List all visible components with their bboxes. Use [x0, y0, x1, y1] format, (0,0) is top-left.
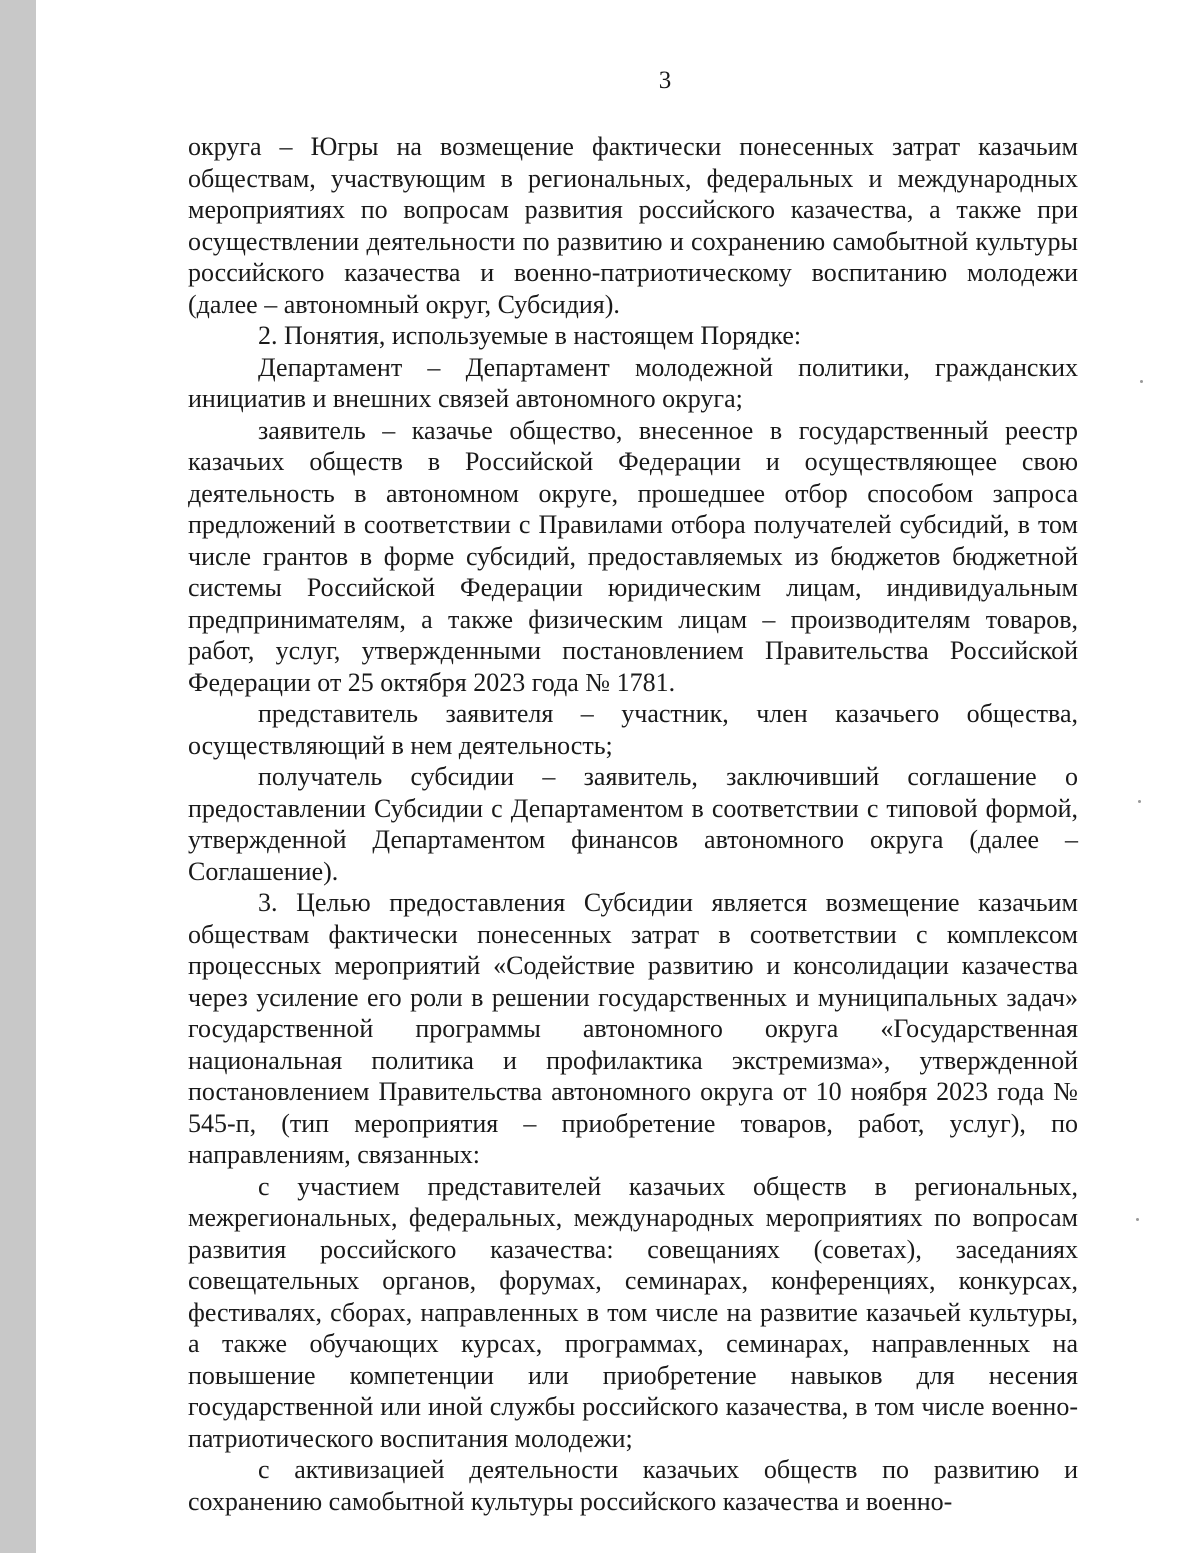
scan-speck [1138, 800, 1141, 803]
paragraph-2: 2. Понятия, используемые в настоящем Порядке: [258, 321, 802, 350]
paragraph-1: округа – Югры на возмещение фактически понесенных затрат казачьим обществам, участвующим в региональных, федеральных и международных мероприятиях по вопросам развития российского казачества, а также при осуществлении деятельности по развитию и сохранению самобытной культуры российского казачества и военно-патриотическому воспитанию молодежи (далее – автономный округ, Субсидия). [188, 132, 1078, 319]
paragraph-3: Департамент – Департамент молодежной политики, гражданских инициатив и внешних связей автономного округа; [188, 352, 1078, 413]
paragraph-5: представитель заявителя – участник, член казачьего общества, осуществляющий в нем деятельность; [188, 699, 1078, 760]
paragraph-6: получатель субсидии – заявитель, заключивший соглашение о предоставлении Субсидии с Департаментом в соответствии с типовой формой, утвержденной Департаментом финансов автономного округа (далее – Соглашение). [188, 762, 1078, 886]
document-body [188, 131, 1078, 1517]
paragraph-9: с активизацией деятельности казачьих обществ по развитию и сохранению самобытной культуры российского казачества и военно- [188, 1455, 1078, 1516]
scan-speck [1136, 1218, 1139, 1221]
scan-speck [1140, 380, 1143, 383]
paragraph-4: заявитель – казачье общество, внесенное в государственный реестр казачьих обществ в Российской Федерации и осуществляющее свою деятельность в автономном округе, прошедшее отбор способом запроса предложений в соответствии с Правилами отбора получателей субсидий, в том числе грантов в форме субсидий, предоставляемых из бюджетов бюджетной системы Российской Федерации юридическим лицам, индивидуальным предпринимателям, а также физическим лицам – производителям товаров, работ, услуг, утвержденными постановлением Правительства Российской Федерации от 25 октября 2023 года № 1781. [188, 415, 1078, 697]
scan-margin-strip [0, 0, 36, 1553]
paragraph-8: с участием представителей казачьих обществ в региональных, межрегиональных, федеральных, международных мероприятиях по вопросам развития российского казачества: совещаниях (советах), заседаниях совещательных органов, форумах, семинарах, конференциях, конкурсах, фестивалях, сборах, направленных в том числе на развитие казачьей культуры, а также обучающих курсах, программах, семинарах, направленных на повышение компетенции или приобретение навыков для несения государственной или иной службы российского казачества, в том числе военно-патриотического воспитания молодежи; [188, 1171, 1078, 1453]
paragraph-7: 3. Целью предоставления Субсидии является возмещение казачьим обществам фактически понесенных затрат в соответствии с комплексом процессных мероприятий «Содействие развитию и консолидации казачества через усиление его роли в решении государственных и муниципальных задач» государственной программы автономного округа «Государственная национальная политика и профилактика экстремизма», утвержденной постановлением Правительства автономного округа от 10 ноября 2023 года № 545-п, (тип мероприятия – приобретение товаров, работ, услуг), по направлениям, связанных: [188, 888, 1078, 1169]
page-number: 3 [658, 67, 672, 94]
